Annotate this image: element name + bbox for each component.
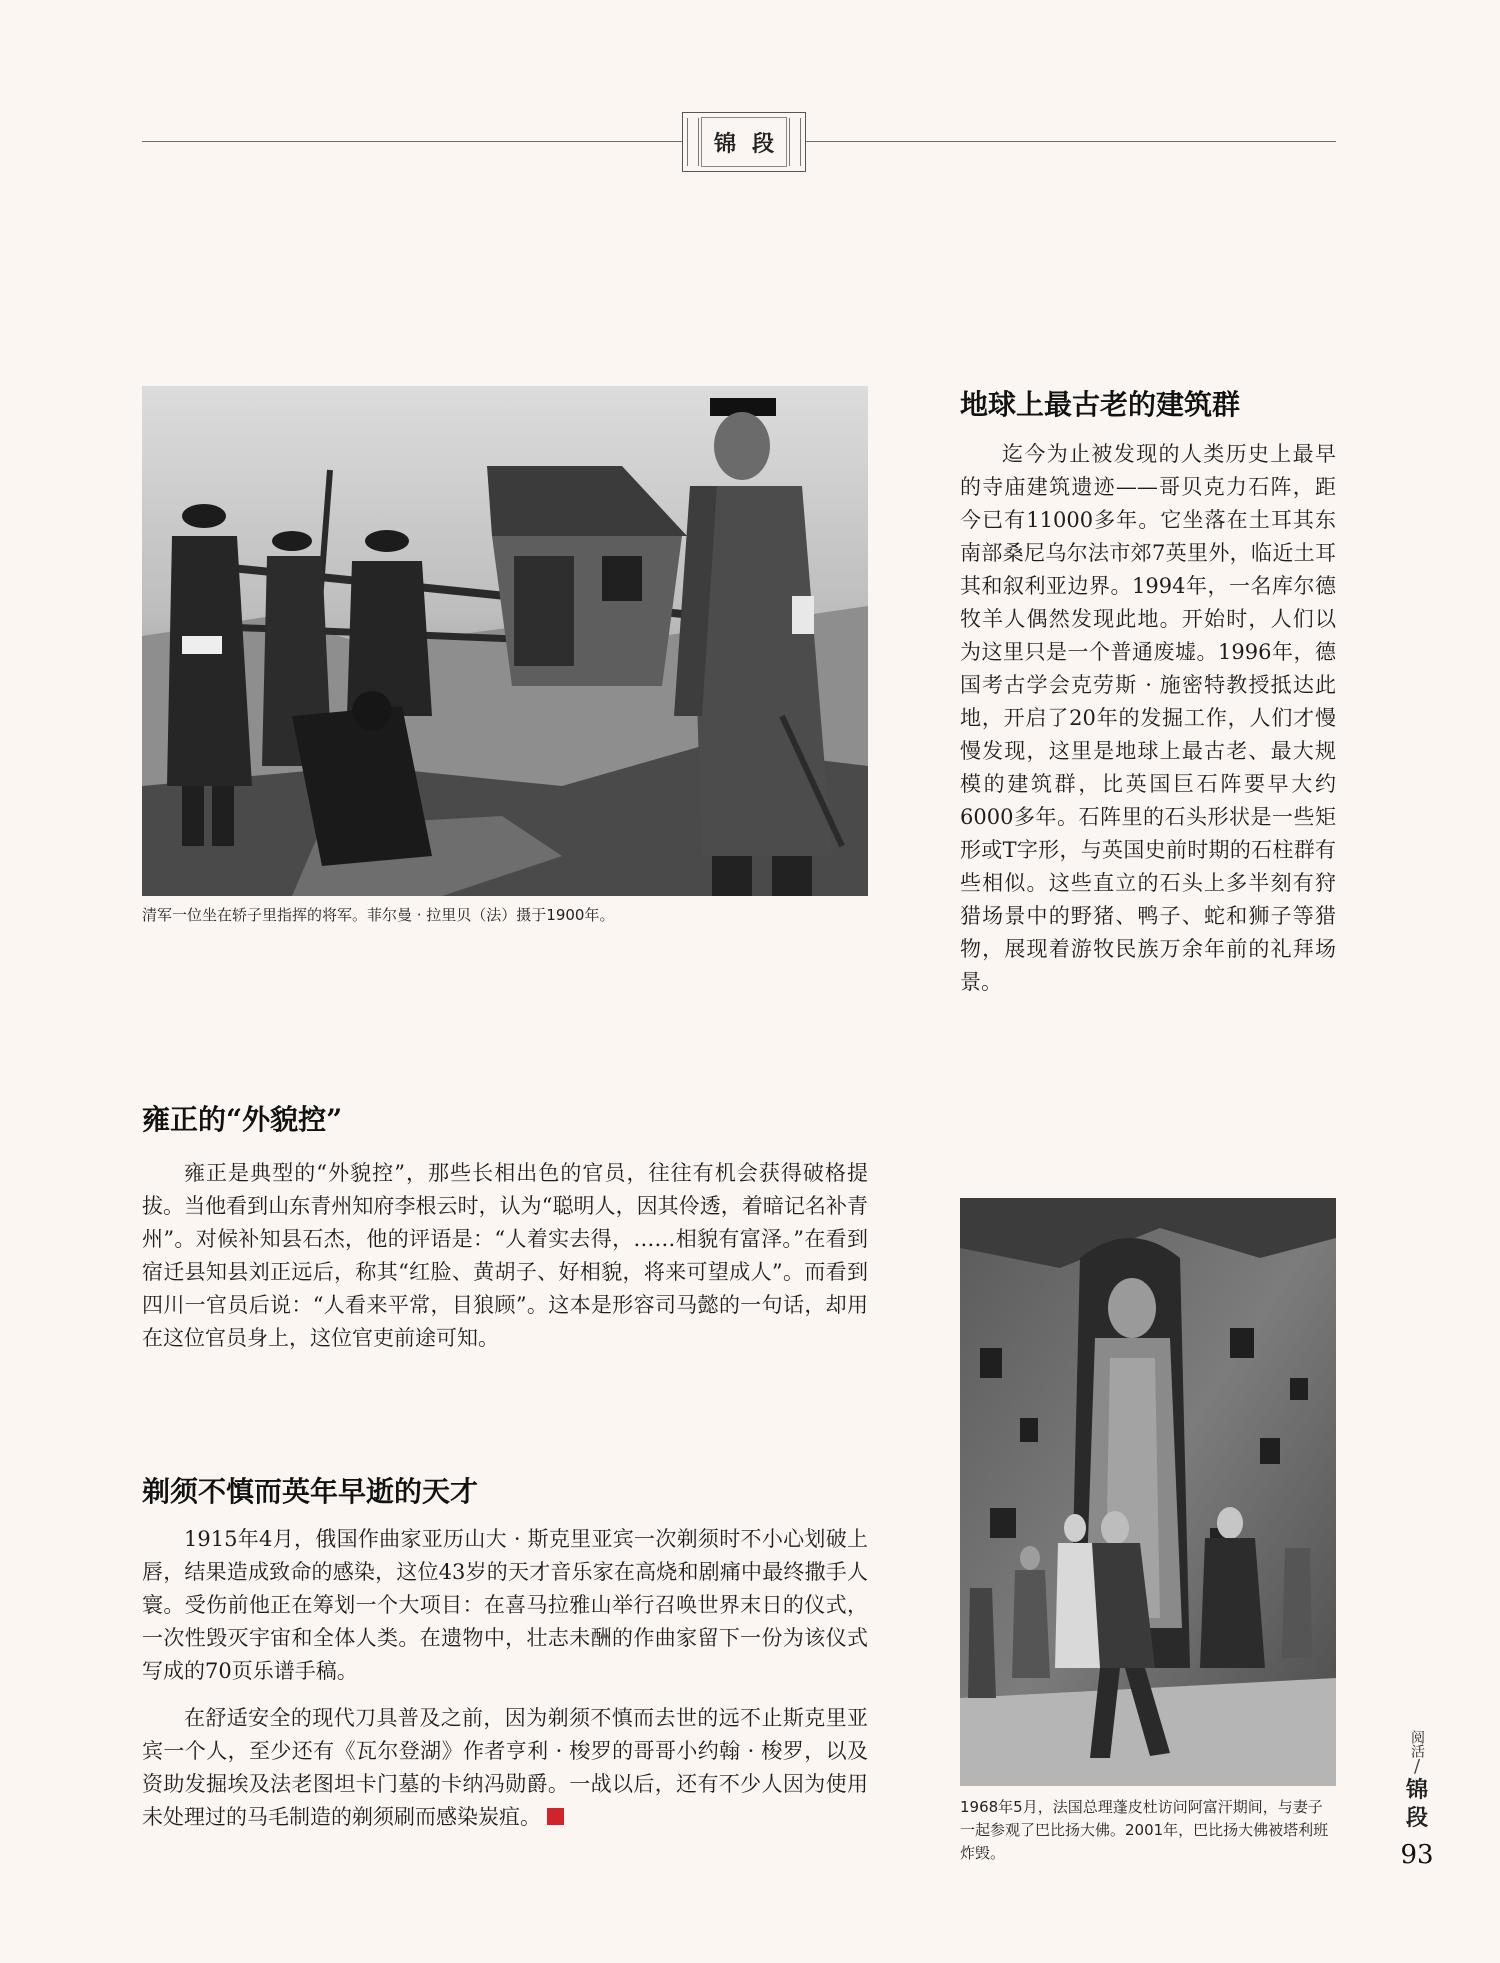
photo-bamiyan-buddha-image xyxy=(960,1198,1336,1786)
page-number: 93 xyxy=(1400,1840,1434,1870)
photo-bamiyan-buddha-caption: 1968年5月，法国总理蓬皮杜访问阿富汗期间，与妻子一起参观了巴比扬大佛。2001年，巴比扬大佛被塔利班炸毁。 xyxy=(960,1798,1329,1862)
header-rule-left xyxy=(142,141,682,142)
photo-qing-general xyxy=(142,386,868,896)
end-of-article-mark xyxy=(547,1808,564,1825)
section-header-box xyxy=(682,112,806,172)
section-scriabin-paragraph-1: 1915年4月，俄国作曲家亚历山大 · 斯克里亚宾一次剃须时不小心划破上唇，结果造成致命的感染，这位43岁的天才音乐家在高烧和剧痛中最终撒手人寰。受伤前他正在筹划一个大项目：在喜马拉雅山举行召唤世界末日的仪式，一次性毁灭宇宙和全体人类。在遗物中，壮志未酬的作曲家留下一份为该仪式写成的70页乐谱手稿。 xyxy=(142,1527,868,1683)
magazine-side-label xyxy=(1402,1730,1432,1832)
section-oldest-buildings-paragraph: 迄今为止被发现的人类历史上最早的寺庙建筑遗迹——哥贝克力石阵，距今已有11000多年。它坐落在土耳其东南部桑尼乌尔法市郊7英里外，临近土耳其和叙利亚边界。1994年，一名库尔德牧羊人偶然发现此地。开始时，人们以为这里只是一个普通废墟。1996年，德国考古学会克劳斯 · 施密特教授抵达此地，开启了20年的发掘工作，人们才慢慢发现，这里是地球上最古老、最大规模的建筑群，比英国巨石阵要早大约6000多年。石阵里的石头形状是一些矩形或T字形，与英国史前时期的石柱群有些相似。这些直立的石头上多半刻有狩猎场景中的野猪、鸭子、蛇和狮子等猎物，展现着游牧民族万余年前的礼拜场景。 xyxy=(960,442,1336,994)
photo-qing-general-caption: 清军一位坐在轿子里指挥的将军。菲尔曼 · 拉里贝（法）摄于1900年。 xyxy=(142,906,615,924)
section-yongzheng-body xyxy=(142,1157,868,1355)
section-scriabin-paragraph-2-text: 在舒适安全的现代刀具普及之前，因为剃须不慎而去世的远不止斯克里亚宾一个人，至少还有《瓦尔登湖》作者亨利 · 梭罗的哥哥小约翰 · 梭罗，以及资助发掘埃及法老图坦卡门墓的卡纳冯勋爵。一战以后，还有不少人因为使用未处理过的马毛制造的剃须刷而感染炭疽。 xyxy=(142,1706,868,1829)
section-scriabin-body xyxy=(142,1523,868,1834)
section-header-title: 锦段 xyxy=(713,130,790,157)
section-oldest-buildings-title: 地球上最古老的建筑群 xyxy=(960,388,1241,421)
section-yongzheng-paragraph: 雍正是典型的“外貌控”，那些长相出色的官员，往往有机会获得破格提拔。当他看到山东青州知府李根云时，认为“聪明人，因其伶透，着暗记名补青州”。对候补知县石杰，他的评语是：“人着实去得，……相貌有富泽。”在看到宿迁县知县刘正远后，称其“红脸、黄胡子、好相貌，将来可望成人”。而看到四川一官员后说：“人看来平常，目狼顾”。这本是形容司马懿的一句话，却用在这位官员身上，这位官吏前途可知。 xyxy=(142,1161,868,1350)
photo-bamiyan-buddha xyxy=(960,1198,1336,1786)
side-label-small-text: 阅活 xyxy=(1409,1730,1425,1758)
side-label-slash: / xyxy=(1413,1756,1421,1777)
section-scriabin-paragraph-2 xyxy=(142,1702,868,1834)
header-rule-right xyxy=(806,141,1336,142)
section-scriabin-title: 剃须不慎而英年早逝的天才 xyxy=(142,1475,479,1508)
section-yongzheng-title: 雍正的“外貌控” xyxy=(142,1103,343,1136)
photo-qing-general-image xyxy=(142,386,868,896)
side-label-big-text: 锦段 xyxy=(1405,1777,1428,1831)
section-oldest-buildings-body xyxy=(960,438,1336,999)
